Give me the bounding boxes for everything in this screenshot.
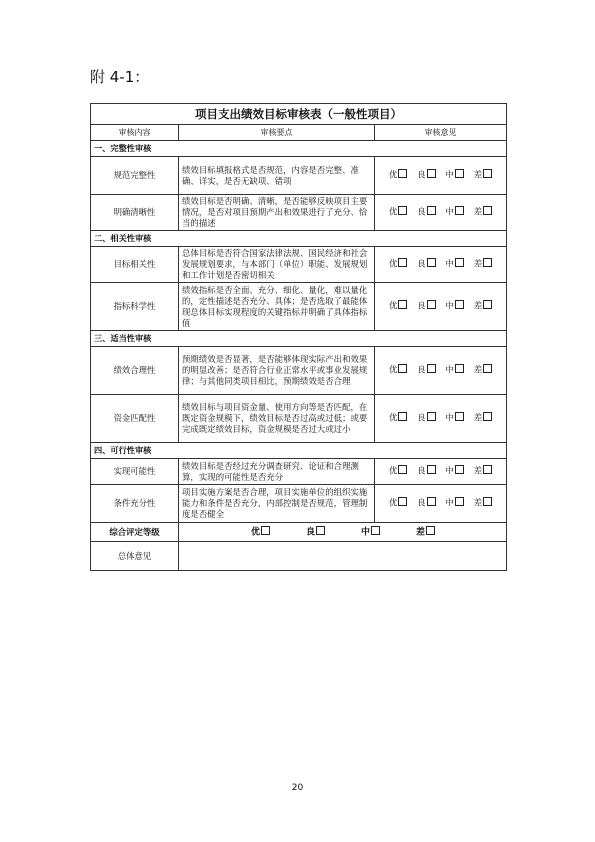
rating-option[interactable] — [417, 206, 436, 219]
rating-option[interactable] — [417, 169, 436, 182]
rating-label: 中 — [445, 466, 454, 477]
rating-option[interactable] — [389, 300, 408, 313]
rating-label: 中 — [445, 413, 454, 424]
item-points: 绩效指标是否全面、充分、细化、量化，难以量化的，定性描述是否充分、具体；是否选取了最能体现总体目标实现程度的关键指标并明确了具体指标值 — [179, 283, 375, 331]
title-row — [91, 104, 507, 125]
rating-option[interactable] — [417, 412, 436, 425]
section-title: 一、完整性审核 — [91, 141, 507, 157]
item-points: 绩效目标与项目资金量、使用方向等是否匹配，在既定资金规模下，绩效目标是否过高或过低；或要完成既定绩效目标，资金规模是否过大或过小 — [179, 395, 375, 443]
rating-label: 差 — [473, 498, 483, 509]
rating-option[interactable] — [389, 497, 408, 510]
table-row — [91, 395, 507, 443]
rating-label: 中 — [445, 207, 454, 218]
rating-option[interactable] — [417, 364, 436, 377]
section-row — [91, 443, 507, 459]
rating-option[interactable] — [389, 206, 408, 219]
rating-label: 差 — [416, 527, 426, 538]
rating-options — [378, 364, 503, 377]
rating-option[interactable] — [306, 526, 325, 539]
rating-label: 中 — [445, 498, 454, 509]
section-row — [91, 141, 507, 157]
checkbox-icon[interactable] — [455, 206, 464, 215]
rating-option[interactable] — [417, 258, 436, 271]
overall-label: 综合评定等级 — [91, 523, 179, 542]
table-row — [91, 157, 507, 195]
checkbox-icon[interactable] — [483, 300, 492, 309]
checkbox-icon[interactable] — [483, 497, 492, 506]
rating-option[interactable] — [474, 169, 493, 182]
checkbox-icon[interactable] — [371, 526, 380, 535]
rating-label: 差 — [473, 207, 483, 218]
rating-label: 差 — [473, 301, 483, 312]
section-row — [91, 331, 507, 347]
checkbox-icon[interactable] — [398, 497, 407, 506]
rating-option[interactable] — [474, 364, 493, 377]
item-points: 预期绩效是否显著，是否能够体现实际产出和效果的明显改善；是否符合行业正常水平或事业发展规律；与其他同类项目相比，预期绩效是否合理 — [179, 347, 375, 395]
rating-label: 差 — [473, 170, 483, 181]
rating-label: 优 — [388, 170, 398, 181]
table-row — [91, 247, 507, 283]
comment-row — [91, 542, 507, 571]
checkbox-icon[interactable] — [483, 465, 492, 474]
checkbox-icon[interactable] — [427, 258, 436, 267]
section-title: 二、相关性审核 — [91, 231, 507, 247]
item-points: 绩效目标是否经过充分调查研究、论证和合理测算，实现的可能性是否充分 — [179, 459, 375, 485]
rating-option[interactable] — [251, 526, 270, 539]
rating-label: 优 — [251, 527, 261, 538]
item-name: 绩效合理性 — [91, 347, 179, 395]
item-opinion — [375, 395, 507, 443]
rating-option[interactable] — [474, 300, 493, 313]
rating-option[interactable] — [474, 258, 493, 271]
item-name: 明确清晰性 — [91, 195, 179, 231]
header-opinion: 审核意见 — [375, 125, 507, 141]
rating-option[interactable] — [417, 465, 436, 478]
checkbox-icon[interactable] — [398, 364, 407, 373]
rating-label: 优 — [388, 259, 398, 270]
rating-label: 优 — [388, 466, 398, 477]
rating-label: 中 — [445, 365, 454, 376]
checkbox-icon[interactable] — [398, 300, 407, 309]
checkbox-icon[interactable] — [483, 412, 492, 421]
rating-label: 中 — [445, 301, 454, 312]
table-row — [91, 347, 507, 395]
rating-label: 差 — [473, 365, 483, 376]
rating-options — [179, 526, 506, 539]
rating-options — [378, 169, 503, 182]
rating-label: 中 — [445, 170, 454, 181]
rating-options — [378, 465, 503, 478]
rating-label: 良 — [417, 301, 426, 312]
item-opinion — [375, 157, 507, 195]
item-opinion — [375, 247, 507, 283]
rating-label: 优 — [388, 413, 398, 424]
rating-label: 中 — [445, 259, 454, 270]
checkbox-icon[interactable] — [398, 169, 407, 178]
checkbox-icon[interactable] — [427, 412, 436, 421]
checkbox-icon[interactable] — [455, 497, 464, 506]
table-row — [91, 485, 507, 523]
rating-label: 良 — [417, 207, 426, 218]
rating-options — [378, 412, 503, 425]
attachment-label: 附 4-1： — [90, 68, 150, 86]
rating-label: 差 — [473, 259, 483, 270]
rating-option[interactable] — [474, 412, 493, 425]
header-row — [91, 125, 507, 141]
checkbox-icon[interactable] — [398, 258, 407, 267]
section-title: 三、适当性审核 — [91, 331, 507, 347]
section-title: 四、可行性审核 — [91, 443, 507, 459]
rating-option[interactable] — [389, 258, 408, 271]
checkbox-icon[interactable] — [316, 526, 325, 535]
checkbox-icon[interactable] — [483, 258, 492, 267]
rating-option[interactable] — [445, 497, 464, 510]
item-opinion — [375, 459, 507, 485]
checkbox-icon[interactable] — [398, 412, 407, 421]
checkbox-icon[interactable] — [398, 465, 407, 474]
checkbox-icon[interactable] — [427, 465, 436, 474]
overall-options-cell — [179, 523, 507, 542]
checkbox-icon[interactable] — [398, 206, 407, 215]
table-row — [91, 195, 507, 231]
rating-option[interactable] — [445, 465, 464, 478]
rating-label: 良 — [417, 413, 426, 424]
rating-label: 良 — [417, 170, 426, 181]
rating-option[interactable] — [445, 412, 464, 425]
header-points: 审核要点 — [179, 125, 375, 141]
rating-options — [378, 497, 503, 510]
rating-label: 优 — [388, 301, 398, 312]
item-name: 指标科学性 — [91, 283, 179, 331]
rating-label: 良 — [417, 259, 426, 270]
rating-label: 中 — [361, 527, 371, 538]
rating-option[interactable] — [389, 465, 408, 478]
comment-field[interactable] — [179, 542, 507, 571]
checkbox-icon[interactable] — [455, 412, 464, 421]
rating-label: 良 — [306, 527, 316, 538]
rating-option[interactable] — [389, 364, 408, 377]
checkbox-icon[interactable] — [427, 206, 436, 215]
rating-label: 差 — [473, 413, 483, 424]
review-table — [90, 103, 507, 571]
rating-option[interactable] — [389, 412, 408, 425]
rating-option[interactable] — [389, 169, 408, 182]
checkbox-icon[interactable] — [483, 364, 492, 373]
item-points: 绩效目标是否明确、清晰，是否能够反映项目主要情况，是否对项目预期产出和效果进行了充分、恰当的描述 — [179, 195, 375, 231]
checkbox-icon[interactable] — [483, 206, 492, 215]
rating-option[interactable] — [445, 258, 464, 271]
rating-option[interactable] — [445, 169, 464, 182]
rating-label: 差 — [473, 466, 483, 477]
item-opinion — [375, 347, 507, 395]
rating-option[interactable] — [417, 497, 436, 510]
checkbox-icon[interactable] — [483, 169, 492, 178]
item-opinion — [375, 485, 507, 523]
item-opinion — [375, 283, 507, 331]
rating-options — [378, 300, 503, 313]
rating-option[interactable] — [445, 206, 464, 219]
rating-option[interactable] — [474, 206, 493, 219]
checkbox-icon[interactable] — [261, 526, 270, 535]
rating-option[interactable] — [361, 526, 380, 539]
item-name: 目标相关性 — [91, 247, 179, 283]
overall-row — [91, 523, 507, 542]
checkbox-icon[interactable] — [455, 300, 464, 309]
checkbox-icon[interactable] — [427, 364, 436, 373]
rating-label: 优 — [388, 365, 398, 376]
rating-options — [378, 258, 503, 271]
item-name: 资金匹配性 — [91, 395, 179, 443]
checkbox-icon[interactable] — [455, 364, 464, 373]
table-row — [91, 459, 507, 485]
review-table-body — [91, 104, 507, 571]
item-opinion — [375, 195, 507, 231]
rating-option[interactable] — [474, 497, 493, 510]
checkbox-icon[interactable] — [427, 497, 436, 506]
comment-label: 总体意见 — [91, 542, 179, 571]
item-points: 总体目标是否符合国家法律法规、国民经济和社会发展规划要求，与本部门（单位）职能、发展规划和工作计划是否密切相关 — [179, 247, 375, 283]
checkbox-icon[interactable] — [455, 169, 464, 178]
checkbox-icon[interactable] — [427, 169, 436, 178]
rating-label: 优 — [388, 207, 398, 218]
checkbox-icon[interactable] — [455, 465, 464, 474]
rating-label: 良 — [417, 466, 426, 477]
item-name: 条件充分性 — [91, 485, 179, 523]
checkbox-icon[interactable] — [427, 300, 436, 309]
rating-option[interactable] — [417, 300, 436, 313]
rating-option[interactable] — [474, 465, 493, 478]
table-row — [91, 283, 507, 331]
rating-option[interactable] — [445, 300, 464, 313]
table-title: 项目支出绩效目标审核表（一般性项目） — [91, 104, 507, 125]
rating-label: 优 — [388, 498, 398, 509]
section-row — [91, 231, 507, 247]
rating-label: 良 — [417, 365, 426, 376]
checkbox-icon[interactable] — [426, 526, 435, 535]
header-content: 审核内容 — [91, 125, 179, 141]
rating-option[interactable] — [445, 364, 464, 377]
rating-option[interactable] — [416, 526, 435, 539]
item-points: 绩效目标填报格式是否规范，内容是否完整、准确、详实，是否无缺项、错项 — [179, 157, 375, 195]
page-number: 20 — [291, 783, 304, 793]
item-name: 规范完整性 — [91, 157, 179, 195]
checkbox-icon[interactable] — [455, 258, 464, 267]
item-points: 项目实施方案是否合理，项目实施单位的组织实施能力和条件是否充分，内部控制是否规范，管理制度是否健全 — [179, 485, 375, 523]
item-name: 实现可能性 — [91, 459, 179, 485]
rating-options — [378, 206, 503, 219]
rating-label: 良 — [417, 498, 426, 509]
